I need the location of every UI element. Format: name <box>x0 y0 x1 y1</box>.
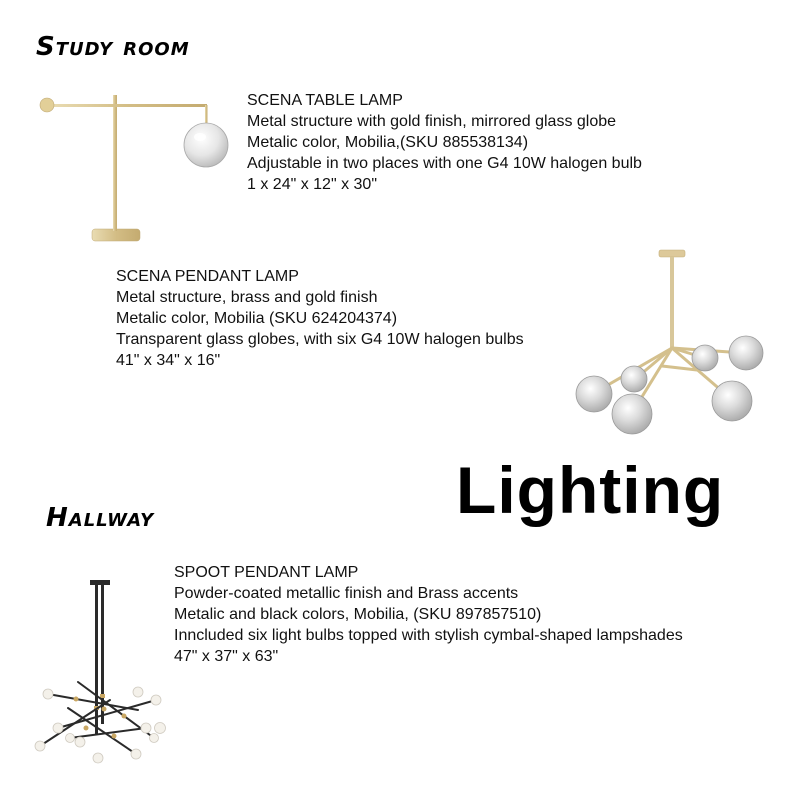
product-detail: Transparent glass globes, with six G4 10W halogen bulbs <box>116 331 524 348</box>
product-detail: Powder-coated metallic finish and Brass accents <box>174 585 519 602</box>
product-dimensions: 1 x 24" x 12" x 30" <box>247 176 377 193</box>
product-scena-pendant-lamp <box>116 266 524 371</box>
product-scena-table-lamp <box>247 90 642 195</box>
study-room-heading: Study room <box>36 32 190 62</box>
product-spoot-pendant-lamp <box>174 562 683 667</box>
product-detail: Metalic color, Mobilia,(SKU 885538134) <box>247 134 529 151</box>
hallway-heading: Hallway <box>46 503 155 533</box>
product-detail: Inncluded six light bulbs topped with stylish cymbal-shaped lampshades <box>174 627 683 644</box>
product-detail: Adjustable in two places with one G4 10W halogen bulb <box>247 155 642 172</box>
pendant-lamp-image <box>572 248 772 438</box>
chandelier-image <box>28 578 176 770</box>
page-title: Lighting <box>456 453 725 527</box>
product-detail: Metal structure, brass and gold finish <box>116 289 378 306</box>
table-lamp-image <box>30 85 240 250</box>
product-name: SCENA PENDANT LAMP <box>116 268 299 285</box>
product-dimensions: 41" x 34" x 16" <box>116 352 221 369</box>
product-name: SPOOT PENDANT LAMP <box>174 564 359 581</box>
product-detail: Metalic and black colors, Mobilia, (SKU 897857510) <box>174 606 542 623</box>
product-detail: Metalic color, Mobilia (SKU 624204374) <box>116 310 398 327</box>
product-detail: Metal structure with gold finish, mirrored glass globe <box>247 113 617 130</box>
product-name: SCENA TABLE LAMP <box>247 92 403 109</box>
product-dimensions: 47" x 37" x 63" <box>174 648 279 665</box>
